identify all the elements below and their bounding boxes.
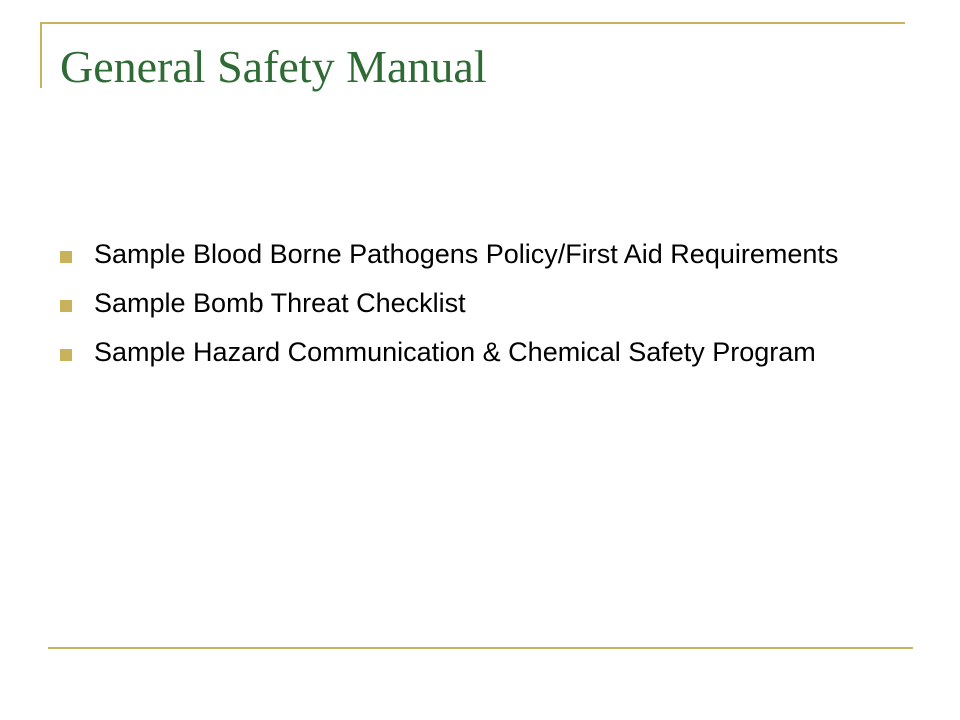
bullet-item	[60, 334, 880, 370]
square-bullet-icon	[60, 349, 72, 361]
bullet-text: Sample Blood Borne Pathogens Policy/First Aid Requirements	[94, 239, 839, 269]
bullet-item	[60, 236, 880, 272]
bullet-item	[60, 285, 880, 321]
bullet-text: Sample Bomb Threat Checklist	[94, 288, 466, 318]
bullet-list	[60, 236, 880, 383]
square-bullet-icon	[60, 300, 72, 312]
square-bullet-icon	[60, 251, 72, 263]
slide-title: General Safety Manual	[60, 41, 487, 92]
top-decorative-rule	[40, 22, 905, 24]
bullet-text: Sample Hazard Communication & Chemical Safety Program	[94, 337, 816, 367]
left-decorative-rule	[40, 22, 42, 88]
bottom-decorative-rule	[48, 647, 913, 649]
